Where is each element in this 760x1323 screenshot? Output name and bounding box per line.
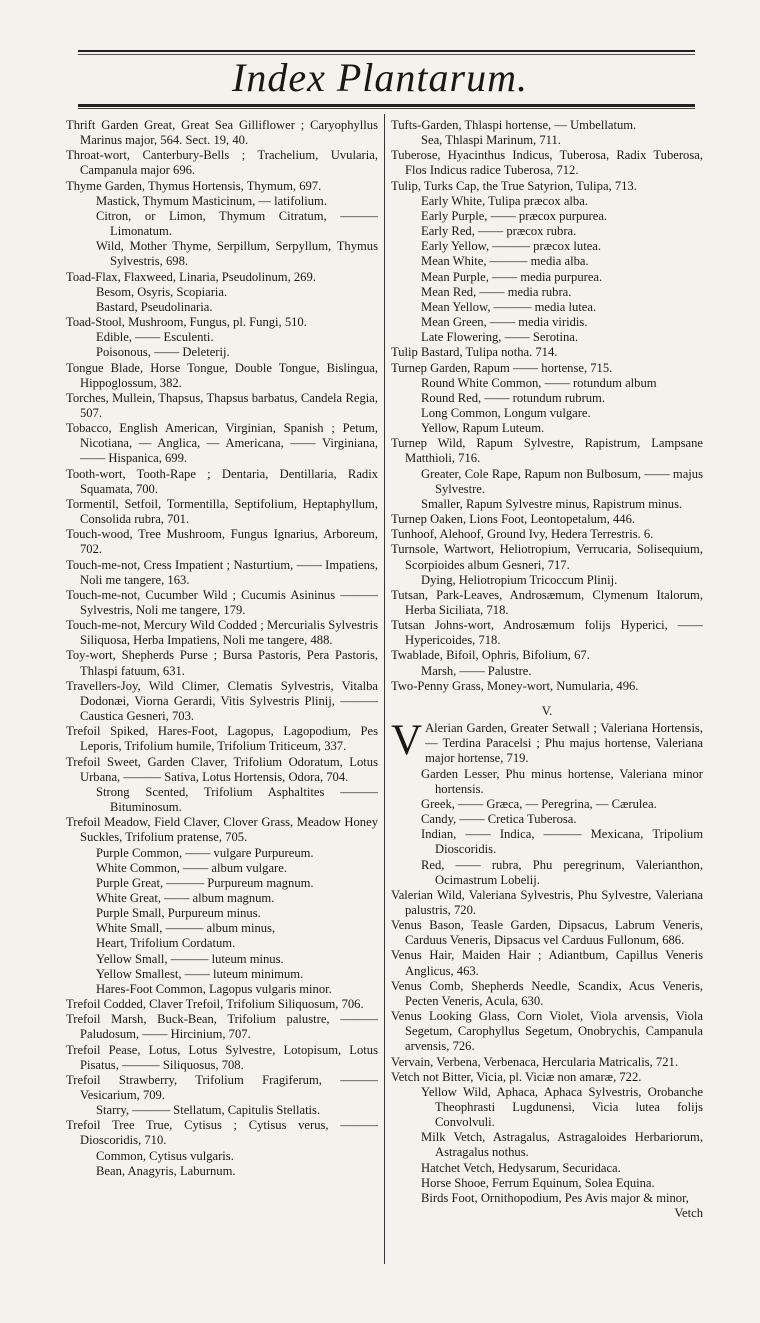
index-subentry: Purple Small, Purpureum minus.: [96, 906, 261, 921]
index-entry: Thyme Garden, Thymus Hortensis, Thymum, 697.: [66, 178, 322, 193]
index-entry: Tufts-Garden, Thlaspi hortense, — Umbellatum.: [391, 118, 637, 132]
index-subentry: Early White, Tulipa præcox alba.: [421, 193, 588, 208]
index-subentry: Sea, Thlaspi Marinum, 711.: [421, 133, 561, 148]
index-subentry: Hares-Foot Common, Lagopus vulgaris minor.: [96, 981, 332, 996]
index-entry: Tongue Blade, Horse Tongue, Double Tongue, Bislingua, Hippoglossum, 382.: [66, 360, 378, 390]
index-subentry: Early Red, —— præcox rubra.: [421, 224, 577, 239]
index-entry: Vetch not Bitter, Vicia, pl. Viciæ non amaræ, 722.: [391, 1069, 642, 1084]
index-subentry: Mean Red, —— media rubra.: [421, 284, 572, 299]
index-subentry: Purple Common, —— vulgare Purpureum.: [96, 845, 314, 860]
index-subentry: Red, —— rubra, Phu peregrinum, Valerianthon, Ocimastrum Lobelij.: [421, 857, 703, 887]
index-subentry: Yellow Wild, Aphaca, Aphaca Sylvestris, Orobanche Theophrasti Lugdunensi, Vicia lutea folijs Convolvuli.: [421, 1084, 703, 1130]
index-entry: Trefoil Strawberry, Trifolium Fragiferum, ——— Vesicarium, 709.: [66, 1072, 378, 1102]
column-divider: [384, 114, 385, 1264]
index-entry: Touch-wood, Tree Mushroom, Fungus Ignarius, Arboreum, 702.: [66, 527, 378, 557]
index-entry: Thrift Garden Great, Great Sea Gilliflower ; Caryophyllus Marinus major, 564. Sect. 19, 40.: [66, 118, 378, 148]
index-subentry: Early Purple, —— præcox purpurea.: [421, 208, 608, 223]
index-entry: Tuberose, Hyacinthus Indicus, Tuberosa, Radix Tuberosa, Flos Indicus radice Tuberosa, 712.: [391, 148, 703, 178]
index-entry: Two-Penny Grass, Money-wort, Numularia, 496.: [391, 678, 639, 693]
index-subentry: Early Yellow, ——— præcox lutea.: [421, 239, 602, 254]
index-subentry: Greater, Cole Rape, Rapum non Bulbosum, —— majus Sylvestre.: [421, 466, 703, 496]
index-subentry: Candy, —— Cretica Tuberosa.: [421, 812, 577, 827]
index-subentry: Horse Shooe, Ferrum Equinum, Solea Equina.: [421, 1175, 655, 1190]
index-subentry: Bean, Anagyris, Laburnum.: [96, 1163, 236, 1178]
index-subentry: White Great, —— album magnum.: [96, 890, 275, 905]
index-entry: Tulip Bastard, Tulipa notha. 714.: [391, 345, 558, 360]
index-subentry: Common, Cytisus vulgaris.: [96, 1148, 234, 1163]
index-subentry: Heart, Trifolium Cordatum.: [96, 936, 236, 951]
index-subentry: Yellow Small, ——— luteum minus.: [96, 951, 284, 966]
index-entry: Venus Comb, Shepherds Needle, Scandix, Acus Veneris, Pecten Veneris, Acula, 630.: [391, 978, 703, 1008]
index-subentry: Hatchet Vetch, Hedysarum, Securidaca.: [421, 1160, 621, 1175]
index-subentry: Long Common, Longum vulgare.: [421, 405, 591, 420]
index-subentry: Mean Yellow, ——— media lutea.: [421, 299, 597, 314]
index-subentry: Bastard, Pseudolinaria.: [96, 299, 213, 314]
index-entry: Trefoil Marsh, Buck-Bean, Trifolium palustre, ——— Paludosum, —— Hircinium, 707.: [66, 1012, 378, 1042]
index-entry: Torches, Mullein, Thapsus, Thapsus barbatus, Candela Regia, 507.: [66, 390, 378, 420]
index-subentry: White Common, —— album vulgare.: [96, 860, 287, 875]
index-entry: Trefoil Tree True, Cytisus ; Cytisus verus, ——— Dioscoridis, 710.: [66, 1118, 378, 1148]
index-entry: Tooth-wort, Tooth-Rape ; Dentaria, Dentillaria, Radix Squamata, 700.: [66, 466, 378, 496]
index-entry: Trefoil Pease, Lotus, Lotus Sylvestre, Lotopisum, Lotus Pisatus, ——— Siliquosus, 708.: [66, 1042, 378, 1072]
index-entry: Trefoil Sweet, Garden Claver, Trifolium Odoratum, Lotus Urbana, ——— Sativa, Lotus Hortensis, Odora, 704.: [66, 754, 378, 784]
index-entry: Turnep Oaken, Lions Foot, Leontopetalum, 446.: [391, 512, 636, 527]
index-subentry: Round Red, —— rotundum rubrum.: [421, 390, 605, 405]
index-subentry: Birds Foot, Ornithopodium, Pes Avis major & minor,: [421, 1190, 689, 1205]
index-subentry: Smaller, Rapum Sylvestre minus, Rapistrum minus.: [421, 496, 683, 511]
index-entry: Touch-me-not, Mercury Wild Codded ; Mercurialis Sylvestris Siliquosa, Herba Impatiens, Noli me tangere, 488.: [66, 618, 378, 648]
index-subentry: Round White Common, —— rotundum album: [421, 375, 657, 390]
index-subentry: Late Flowering, —— Serotina.: [421, 330, 579, 345]
title-rule-thin: [78, 108, 695, 109]
page-title: Index Plantarum.: [232, 55, 528, 100]
index-subentry: Edible, —— Esculenti.: [96, 330, 214, 345]
index-subentry: Mean White, ——— media alba.: [421, 254, 589, 269]
left-column: [66, 118, 378, 1179]
index-subentry: Milk Vetch, Astragalus, Astragaloides Herbariorum, Astragalus nothus.: [421, 1130, 703, 1160]
right-column: [391, 118, 703, 1221]
index-subentry: Indian, —— Indica, ——— Mexicana, Tripolium Dioscoridis.: [421, 827, 703, 857]
index-subentry: Citron, or Limon, Thymum Citratum, ——— Limonatum.: [96, 208, 378, 239]
index-subentry: Dying, Heliotropium Tricoccum Plinij.: [421, 572, 618, 587]
entry-text: Alerian Garden, Greater Setwall ; Valeriana Hortensis, — Terdina Paracelsi ; Phu majus hortense, Valeriana major hortense, 719.: [425, 721, 703, 766]
index-subentry: Poisonous, —— Deleterij.: [96, 345, 230, 360]
title-rule: [78, 104, 695, 107]
index-subentry: Yellow Smallest, —— luteum minimum.: [96, 966, 304, 981]
index-entry: Travellers-Joy, Wild Climer, Clematis Sylvestris, Vitalba Dodonæi, Viorna Gerardi, Vitis Sylvestris Plinij, ——— Caustica Gesneri, 703.: [66, 678, 378, 724]
index-entry: [391, 717, 703, 766]
index-subentry: Mean Purple, —— media purpurea.: [421, 269, 603, 284]
catchword: Vetch: [674, 1206, 703, 1221]
section-heading: V.: [541, 703, 553, 718]
index-subentry: Mean Green, —— media viridis.: [421, 315, 588, 330]
index-entry: Touch-me-not, Cucumber Wild ; Cucumis Asininus ——— Sylvestris, Noli me tangere, 179.: [66, 587, 378, 617]
index-entry: Trefoil Codded, Claver Trefoil, Trifolium Siliquosum, 706.: [66, 997, 364, 1012]
index-entry: Tutsan Johns-wort, Androsæmum folijs Hyperici, —— Hypericoides, 718.: [391, 618, 703, 648]
drop-cap: V: [391, 717, 423, 765]
index-subentry: Starry, ——— Stellatum, Capitulis Stellatis.: [96, 1103, 321, 1118]
index-entry: Valerian Wild, Valeriana Sylvestris, Phu Sylvestre, Valeriana palustris, 720.: [391, 887, 703, 917]
index-entry: Venus Bason, Teasle Garden, Dipsacus, Labrum Veneris, Carduus Veneris, Dipsacus vel Carduus Fullonum, 686.: [391, 918, 703, 948]
index-entry: Turnep Garden, Rapum —— hortense, 715.: [391, 360, 613, 375]
index-entry: Throat-wort, Canterbury-Bells ; Trachelium, Uvularia, Campanula major 696.: [66, 148, 378, 178]
index-subentry: Besom, Osyris, Scopiaria.: [96, 284, 228, 299]
index-entry: Trefoil Meadow, Field Claver, Clover Grass, Meadow Honey Suckles, Trifolium pratense, 705.: [66, 815, 378, 845]
index-subentry: Yellow, Rapum Luteum.: [421, 421, 545, 436]
index-entry: Toad-Flax, Flaxweed, Linaria, Pseudolinum, 269.: [66, 269, 316, 284]
index-entry: Turnsole, Wartwort, Heliotropium, Verrucaria, Solisequium, Scorpioides album Gesneri, 717.: [391, 542, 703, 572]
index-entry: Tulip, Turks Cap, the True Satyrion, Tulipa, 713.: [391, 178, 637, 193]
index-entry: Trefoil Spiked, Hares-Foot, Lagopus, Lagopodium, Pes Leporis, Trifolium humile, Trifolium Triticeum, 337.: [66, 724, 378, 754]
index-entry: Venus Hair, Maiden Hair ; Adiantbum, Capillus Veneris Anglicus, 463.: [391, 948, 703, 978]
index-subentry: Garden Lesser, Phu minus hortense, Valeriana minor hortensis.: [421, 766, 703, 796]
index-entry: Twablade, Bifoil, Ophris, Bifolium, 67.: [391, 648, 590, 663]
index-entry: Tobacco, English American, Virginian, Spanish ; Petum, Nicotiana, — Anglica, — Americana, —— Virginiana, —— Hispanica, 699.: [66, 421, 378, 466]
index-subentry: Marsh, —— Palustre.: [421, 663, 532, 678]
index-entry: Touch-me-not, Cress Impatient ; Nasturtium, —— Impatiens, Noli me tangere, 163.: [66, 557, 378, 587]
index-entry: Vervain, Verbena, Verbenaca, Hercularia Matricalis, 721.: [391, 1054, 678, 1069]
index-subentry: Purple Great, ——— Purpureum magnum.: [96, 875, 314, 890]
index-subentry: Mastick, Thymum Masticinum, — latifolium.: [96, 193, 327, 208]
index-entry: Venus Looking Glass, Corn Violet, Viola arvensis, Viola Segetum, Carophyllus Segetum, Onobrychis, Campanula arvensis, 726.: [391, 1009, 703, 1054]
index-entry: Turnep Wild, Rapum Sylvestre, Rapistrum, Lampsane Matthioli, 716.: [391, 436, 703, 466]
index-entry: Toy-wort, Shepherds Purse ; Bursa Pastoris, Pera Pastoris, Thlaspi fatuum, 631.: [66, 648, 378, 678]
index-entry: Tormentil, Setfoil, Tormentilla, Septifolium, Heptaphyllum, Consolida rubra, 701.: [66, 496, 378, 527]
index-entry: Toad-Stool, Mushroom, Fungus, pl. Fungi, 510.: [66, 315, 307, 330]
index-entry: Tunhoof, Alehoof, Ground Ivy, Hedera Terrestris. 6.: [391, 527, 654, 542]
index-subentry: White Small, ——— album minus,: [96, 921, 276, 936]
index-entry: Tutsan, Park-Leaves, Androsæmum, Clymenum Italorum, Herba Siciliata, 718.: [391, 587, 703, 617]
index-subentry: Greek, —— Græca, — Peregrina, — Cærulea.: [421, 796, 657, 811]
index-subentry: Strong Scented, Trifolium Asphaltites ——— Bituminosum.: [96, 784, 378, 815]
index-subentry: Wild, Mother Thyme, Serpillum, Serpyllum, Thymus Sylvestris, 698.: [96, 239, 378, 269]
header-rule: [78, 50, 695, 52]
